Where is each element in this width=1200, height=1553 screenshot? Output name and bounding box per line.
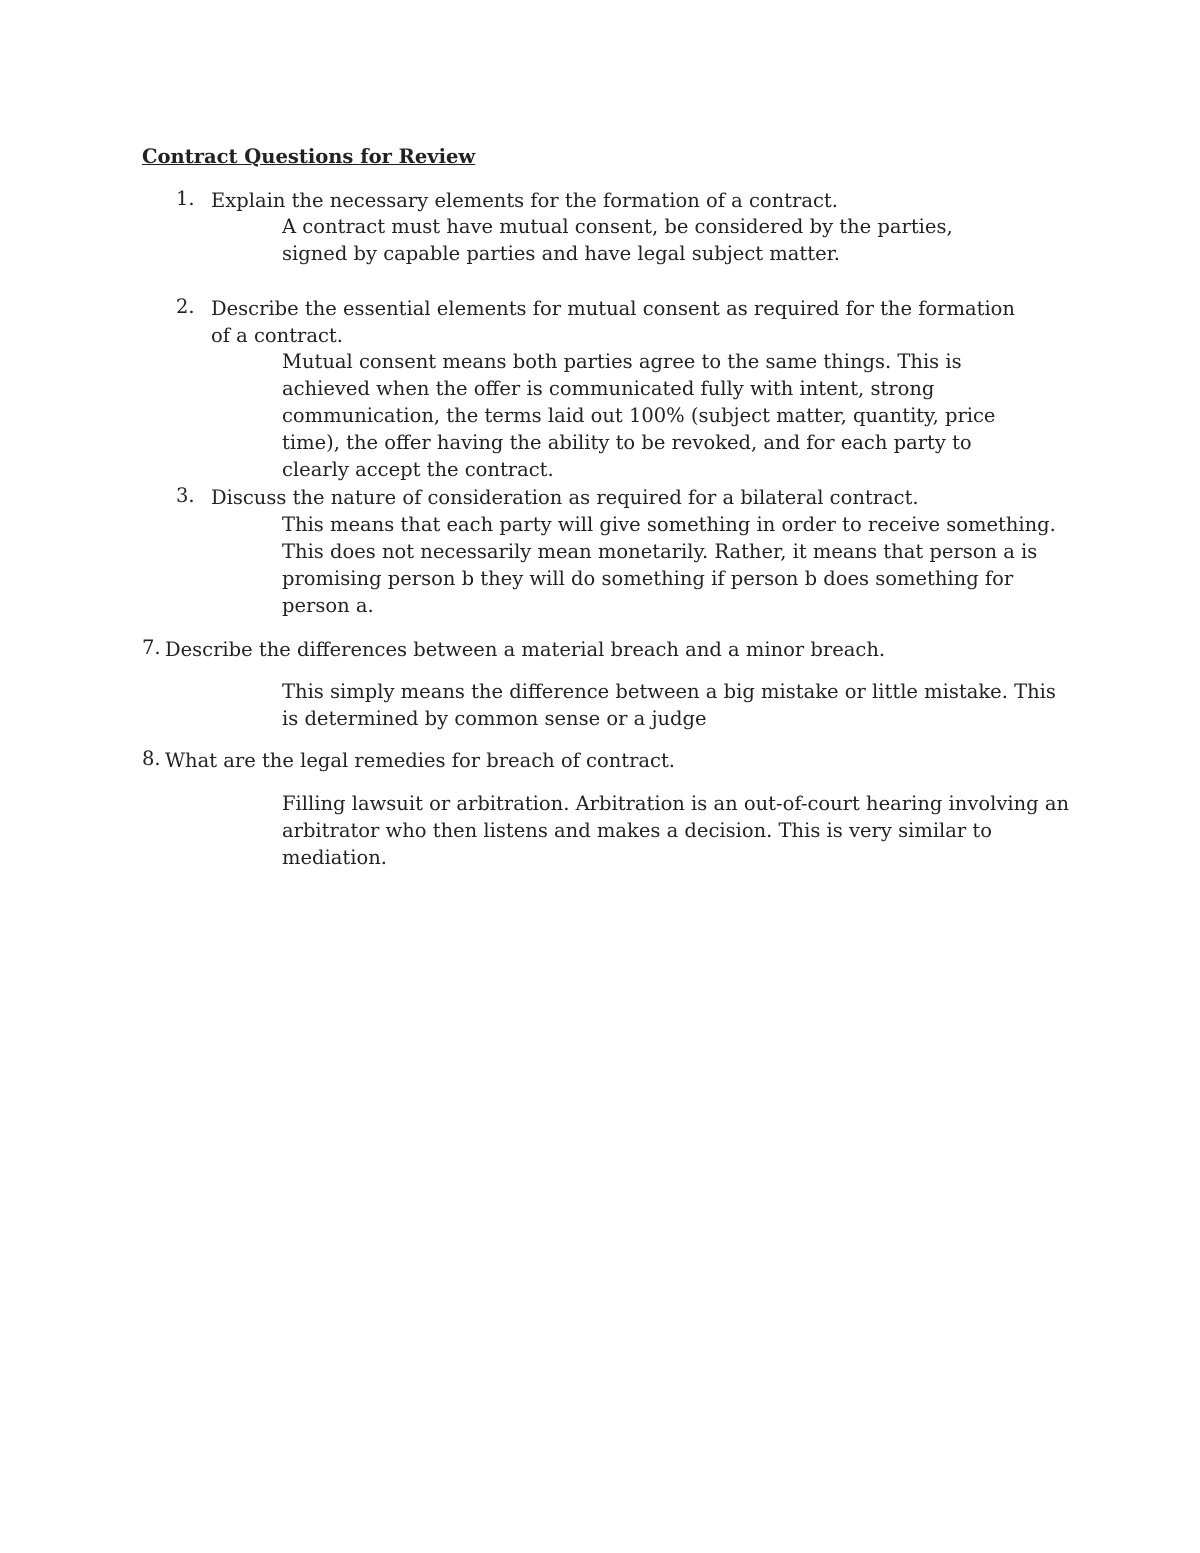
question-text: Describe the essential elements for mutual consent as required for the formation of a contract. bbox=[211, 297, 1015, 347]
question-number: 2. bbox=[176, 295, 195, 318]
question-number: 7. bbox=[142, 636, 161, 659]
question-number: 3. bbox=[176, 484, 195, 507]
question-text: Describe the differences between a material breach and a minor breach. bbox=[165, 638, 886, 661]
answer-text: This means that each party will give something in order to receive something. This does not necessarily mean monetarily. Rather, it means that person a is promising person b they will do something if person b does something for person a. bbox=[282, 513, 1056, 617]
answer-text: Filling lawsuit or arbitration. Arbitration is an out-of-court hearing involving an arbitrator who then listens and makes a decision. This is very similar to mediation. bbox=[282, 792, 1070, 869]
answer-text: A contract must have mutual consent, be considered by the parties, signed by capable parties and have legal subject matter. bbox=[282, 215, 953, 265]
question-text: Explain the necessary elements for the formation of a contract. bbox=[211, 189, 838, 212]
question-text: What are the legal remedies for breach of contract. bbox=[165, 749, 675, 772]
answer-text: Mutual consent means both parties agree to the same things. This is achieved when the offer is communicated fully with intent, strong communication, the terms laid out 100% (subject matter, quantity, price time), the offer having the ability to be revoked, and for each party to clearly accept the contract. bbox=[282, 350, 996, 481]
question-number: 8. bbox=[142, 747, 161, 770]
answer-text: This simply means the difference between a big mistake or little mistake. This is determined by common sense or a judge bbox=[282, 680, 1056, 730]
document-title: Contract Questions for Review bbox=[142, 145, 476, 168]
question-text: Discuss the nature of consideration as required for a bilateral contract. bbox=[211, 486, 919, 509]
question-number: 1. bbox=[176, 187, 195, 210]
